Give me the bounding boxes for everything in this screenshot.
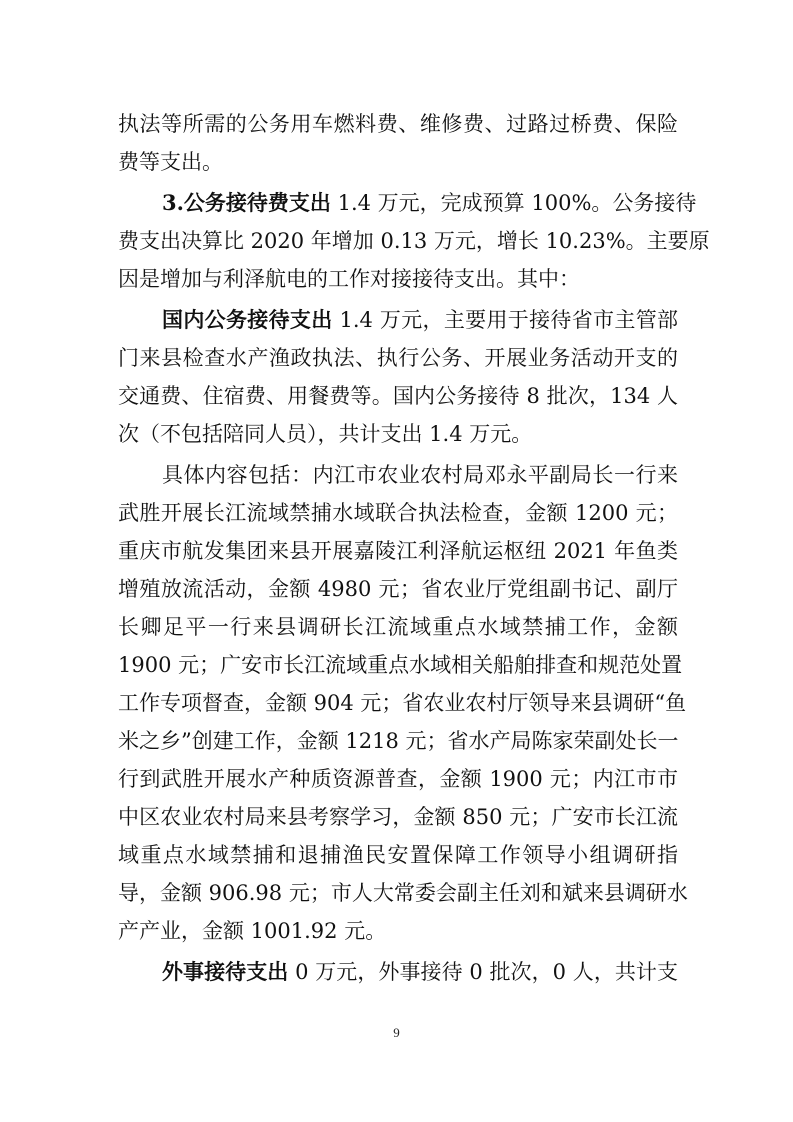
text-line [118, 227, 710, 255]
text-segment: 工作专项督查，金额 904 元；省农业农村厅领导来县调研“鱼 [118, 691, 687, 715]
page-number: 9 [393, 1025, 400, 1040]
text-line [118, 537, 678, 565]
text-segment: 增殖放流活动，金额 4980 元；省农业厅党组副书记、副厅 [118, 577, 678, 601]
text-line [118, 765, 678, 793]
text-segment: 1.4 万元，主要用于接待省市主管部 [332, 308, 679, 332]
text-line [118, 727, 678, 755]
text-segment: 米之乡”创建工作，金额 1218 元；省水产局陈家荣副处长一 [118, 729, 679, 753]
text-line [118, 110, 678, 138]
text-line [118, 917, 678, 945]
text-line [118, 841, 678, 869]
text-segment: 中区农业农村局来县考察学习，金额 850 元；广安市长江流 [118, 805, 678, 829]
text-segment: 门来县检查水产渔政执法、执行公务、开展业务活动开支的 [118, 346, 678, 370]
text-line [118, 499, 678, 527]
text-segment: 因是增加与利泽航电的工作对接接待支出。其中： [118, 267, 580, 291]
bold-heading-segment: 3.公务接待费支出 [162, 190, 331, 215]
text-line [118, 148, 678, 176]
text-line [118, 613, 678, 641]
text-segment: 1900 元；广安市长江流域重点水域相关船舶排查和规范处置 [118, 653, 683, 677]
bold-heading-segment: 国内公务接待支出 [162, 307, 333, 332]
text-segment: 执法等所需的公务用车燃料费、维修费、过路过桥费、保险 [118, 112, 678, 136]
text-line [118, 265, 678, 293]
text-line [118, 382, 678, 410]
text-segment: 武胜开展长江流域禁捕水域联合执法检查，金额 1200 元； [118, 501, 678, 525]
text-line [162, 461, 678, 489]
text-line [118, 420, 678, 448]
text-segment: 次（不包括陪同人员），共计支出 1.4 万元。 [118, 422, 533, 446]
text-segment: 0 万元，外事接待 0 批次，0 人，共计支 [288, 960, 678, 984]
text-segment: 导，金额 906.98 元；市人大常委会副主任刘和斌来县调研水 [118, 881, 688, 905]
text-line [118, 575, 678, 603]
text-line [118, 803, 678, 831]
text-segment: 长卿足平一行来县调研长江流域重点水域禁捕工作，金额 [118, 615, 678, 639]
text-line [118, 344, 678, 372]
text-line [162, 189, 697, 217]
text-segment: 费支出决算比 2020 年增加 0.13 万元，增长 10.23%。主要原 [118, 229, 710, 253]
text-line [118, 651, 683, 679]
text-segment: 域重点水域禁捕和退捕渔民安置保障工作领导小组调研指 [118, 843, 678, 867]
text-line [162, 958, 678, 986]
text-segment: 具体内容包括：内江市农业农村局邓永平副局长一行来 [162, 463, 678, 487]
text-line [162, 306, 678, 334]
text-line [118, 689, 687, 717]
text-segment: 产产业，金额 1001.92 元。 [118, 919, 387, 943]
text-segment: 交通费、住宿费、用餐费等。国内公务接待 8 批次，134 人 [118, 384, 678, 408]
text-segment: 1.4 万元，完成预算 100%。公务接待 [330, 191, 697, 215]
text-segment: 行到武胜开展水产种质资源普查，金额 1900 元；内江市市 [118, 767, 678, 791]
text-segment: 费等支出。 [118, 150, 223, 174]
text-segment: 重庆市航发集团来县开展嘉陵江利泽航运枢纽 2021 年鱼类 [118, 539, 678, 563]
bold-heading-segment: 外事接待支出 [162, 959, 289, 984]
text-line [118, 879, 688, 907]
